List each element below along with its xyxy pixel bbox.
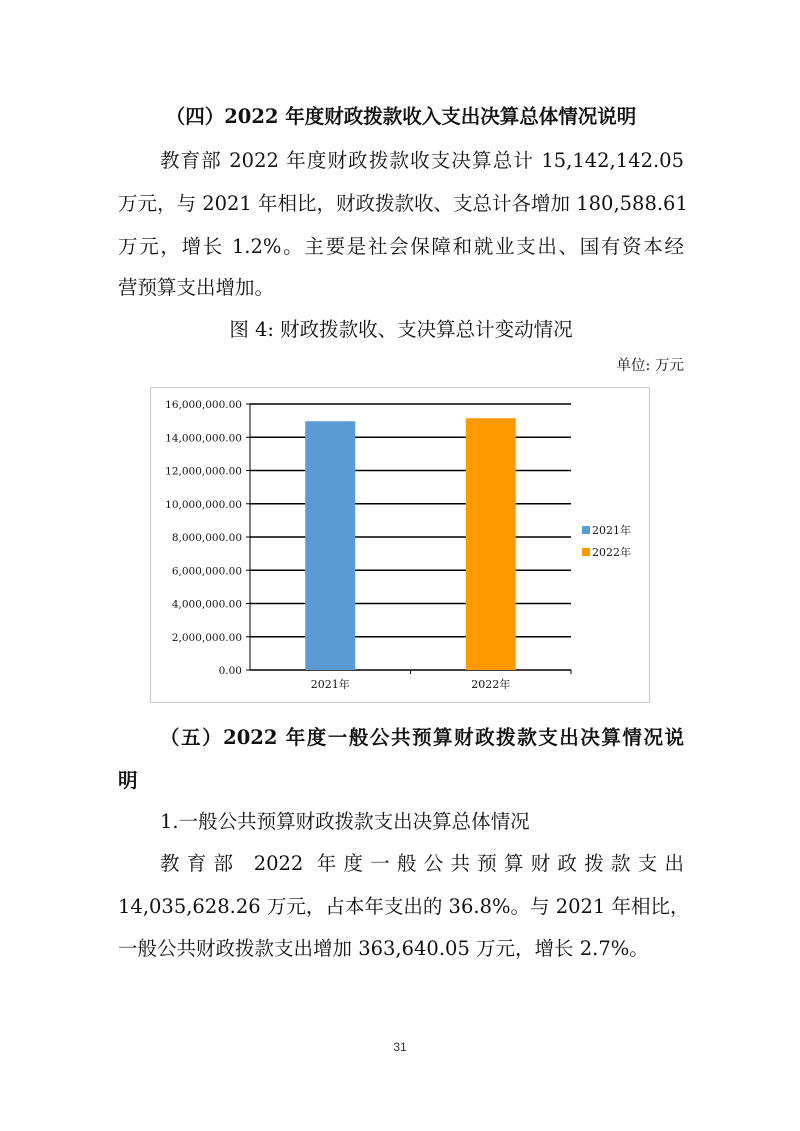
bar — [305, 421, 355, 670]
paragraph-line: 一般公共财政拨款支出增加 363,640.05 万元，增长 2.7%。 — [118, 937, 649, 960]
section5-heading-cont: 明 — [118, 769, 138, 792]
y-tick-label: 4,000,000.00 — [171, 598, 242, 611]
section5-heading: （五）2022 年度一般公共预算财政拨款支出决算情况说 — [160, 726, 684, 749]
y-tick-label: 10,000,000.00 — [165, 498, 242, 511]
page-number: 31 — [393, 1040, 407, 1054]
paragraph-line: 万元，增长 1.2%。主要是社会保障和就业支出、国有资本经 — [118, 235, 684, 258]
legend-label: 2022年 — [592, 546, 631, 559]
bar — [466, 418, 516, 670]
legend-swatch — [582, 548, 590, 556]
paragraph-line: 教育部 2022 年度财政拨款收支决算总计 15,142,142.05 — [160, 149, 684, 172]
x-tick-label: 2021年 — [310, 678, 350, 691]
paragraph-line: 万元，与 2021 年相比，财政拨款收、支总计各增加 180,588.61 — [118, 192, 688, 215]
legend-label: 2021年 — [592, 524, 631, 537]
y-tick-label: 8,000,000.00 — [171, 532, 242, 544]
bar-chart-svg — [151, 388, 649, 702]
figure-caption: 图 4: 财政拨款收、支决算总计变动情况 — [229, 318, 573, 341]
paragraph-line: 营预算支出增加。 — [118, 276, 275, 299]
y-tick-label: 16,000,000.00 — [165, 399, 242, 411]
y-tick-label: 12,000,000.00 — [165, 465, 242, 478]
x-tick-label: 2022年 — [471, 678, 511, 691]
y-tick-label: 6,000,000.00 — [171, 565, 242, 578]
y-tick-label: 2,000,000.00 — [171, 631, 242, 644]
paragraph-line: 14,035,628.26 万元，占本年支出的 36.8%。与 2021 年相比， — [118, 895, 690, 918]
sub-heading: 1.一般公共预算财政拨款支出决算总体情况 — [160, 810, 530, 833]
y-tick-label: 14,000,000.00 — [165, 432, 242, 445]
paragraph-line: 教育部 2022 年度一般公共预算财政拨款支出 — [160, 852, 684, 875]
section4-heading: （四）2022 年度财政拨款收入支出决算总体情况说明 — [165, 105, 637, 128]
unit-label: 单位: 万元 — [616, 358, 684, 374]
legend-swatch — [582, 526, 590, 534]
y-tick-label: 0.00 — [218, 665, 242, 677]
bar-chart — [150, 387, 650, 703]
